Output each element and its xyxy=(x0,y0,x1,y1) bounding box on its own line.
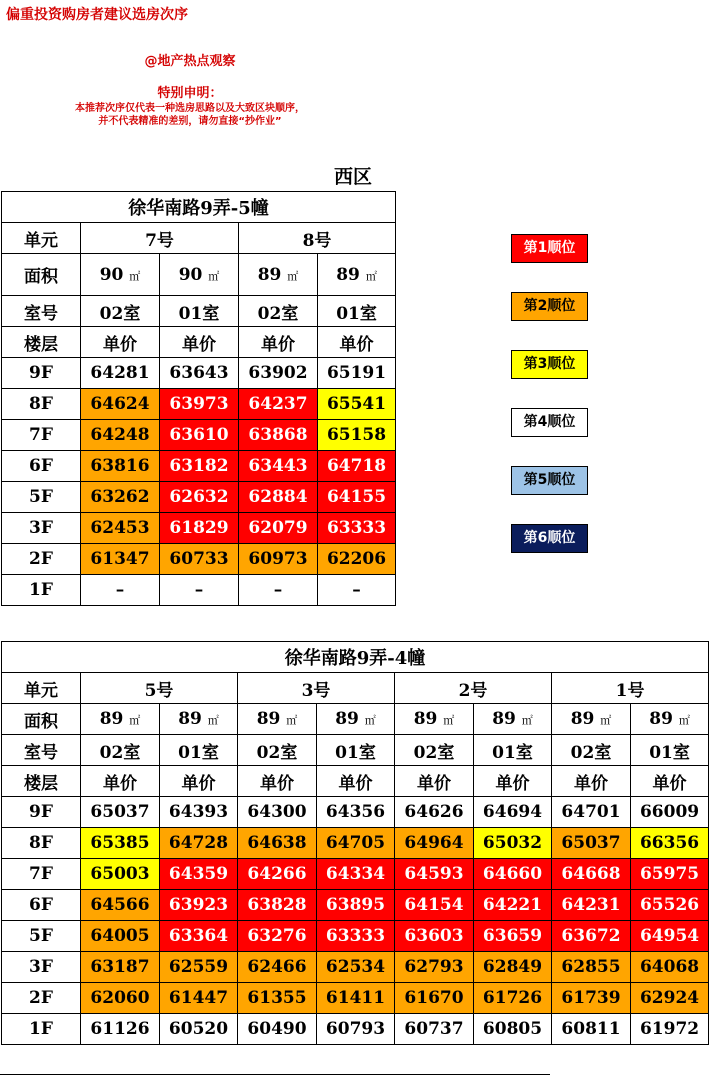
floor-cell: 5F xyxy=(2,921,81,952)
floor-cell: 9F xyxy=(2,358,81,389)
price-cell: – xyxy=(239,575,318,606)
disclaimer-line-1: 本推荐次序仅代表一种选房思路以及大致区块顺序， xyxy=(75,103,305,114)
price-cell: 64334 xyxy=(317,859,395,890)
area-value: 89 xyxy=(570,709,595,729)
price-cell: 65526 xyxy=(631,890,709,921)
price-cell: 60811 xyxy=(552,1014,631,1045)
area-value: 90 xyxy=(178,264,203,285)
floor-cell: 5F xyxy=(2,482,81,513)
price-cell: 64300 xyxy=(238,797,317,828)
unit-header: 2号 xyxy=(395,673,552,704)
area-value: 89 xyxy=(257,264,282,285)
floor-cell: 7F xyxy=(2,859,81,890)
price-cell: 64221 xyxy=(474,890,552,921)
price-cell: 64954 xyxy=(631,921,709,952)
price-cell: 61829 xyxy=(160,513,239,544)
table-title: 徐华南路9弄-4幢 xyxy=(2,642,709,673)
area-row xyxy=(2,254,396,296)
price-cell: 65158 xyxy=(318,420,396,451)
area-cell xyxy=(631,704,709,735)
legend-item-rank-6: 第6顺位 xyxy=(511,524,588,553)
area-unit: ㎡ xyxy=(286,714,298,727)
price-cell: 64155 xyxy=(318,482,396,513)
price-cell: 62206 xyxy=(318,544,396,575)
table-row xyxy=(2,420,396,451)
area-cell xyxy=(81,254,160,296)
price-cell: 64593 xyxy=(395,859,474,890)
area-unit: ㎡ xyxy=(521,714,533,727)
price-cell: 64005 xyxy=(81,921,160,952)
floor-cell: 9F xyxy=(2,797,81,828)
price-cell: 64154 xyxy=(395,890,474,921)
room-header: 01室 xyxy=(160,735,238,766)
area-unit: ㎡ xyxy=(678,714,690,727)
unit-row xyxy=(2,223,396,254)
area-cell xyxy=(318,254,396,296)
price-cell: 61739 xyxy=(552,983,631,1014)
price-cell: 62793 xyxy=(395,952,474,983)
price-label: 单价 xyxy=(81,327,160,358)
price-cell: 62884 xyxy=(239,482,318,513)
price-cell: 66009 xyxy=(631,797,709,828)
price-cell: 63333 xyxy=(317,921,395,952)
unit-label: 单元 xyxy=(2,673,81,704)
building-4-price-table xyxy=(1,641,709,1045)
area-row xyxy=(2,704,709,735)
price-label: 单价 xyxy=(238,766,317,797)
price-cell: 64359 xyxy=(160,859,238,890)
table-row xyxy=(2,1014,709,1045)
area-cell xyxy=(160,704,238,735)
price-cell: 62559 xyxy=(160,952,238,983)
price-cell: 64668 xyxy=(552,859,631,890)
price-cell: 64393 xyxy=(160,797,238,828)
area-value: 89 xyxy=(649,709,673,729)
area-unit: ㎡ xyxy=(443,714,455,727)
price-cell: 63443 xyxy=(239,451,318,482)
area-unit: ㎡ xyxy=(364,714,376,727)
price-cell: 60733 xyxy=(160,544,239,575)
price-cell: 62924 xyxy=(631,983,709,1014)
area-cell xyxy=(239,254,318,296)
table-row xyxy=(2,952,709,983)
table-row xyxy=(2,797,709,828)
price-cell: 64231 xyxy=(552,890,631,921)
floor-cell: 8F xyxy=(2,389,81,420)
price-cell: 62453 xyxy=(81,513,160,544)
area-unit: ㎡ xyxy=(287,269,299,283)
area-value: 90 xyxy=(99,264,124,285)
price-cell: 64266 xyxy=(238,859,317,890)
price-cell: 63672 xyxy=(552,921,631,952)
price-cell: 63868 xyxy=(239,420,318,451)
area-value: 89 xyxy=(492,709,516,729)
area-value: 89 xyxy=(178,709,202,729)
price-cell: 61126 xyxy=(81,1014,160,1045)
floor-cell: 2F xyxy=(2,544,81,575)
price-cell: 64566 xyxy=(81,890,160,921)
price-cell: 62534 xyxy=(317,952,395,983)
room-label: 室号 xyxy=(2,735,81,766)
price-cell: 63923 xyxy=(160,890,238,921)
price-cell: 63659 xyxy=(474,921,552,952)
unit-header: 3号 xyxy=(238,673,395,704)
price-cell: – xyxy=(318,575,396,606)
price-cell: 60973 xyxy=(239,544,318,575)
room-header: 01室 xyxy=(317,735,395,766)
price-cell: 64281 xyxy=(81,358,160,389)
table-row xyxy=(2,983,709,1014)
floor-price-header-row xyxy=(2,327,396,358)
price-cell: 64705 xyxy=(317,828,395,859)
zone-label: 西区 xyxy=(334,166,373,188)
price-cell: 64660 xyxy=(474,859,552,890)
table-row xyxy=(2,358,396,389)
price-cell: 63182 xyxy=(160,451,239,482)
price-cell: 63333 xyxy=(318,513,396,544)
page-title: 偏重投资购房者建议选房次序 xyxy=(6,7,188,23)
price-cell: 66356 xyxy=(631,828,709,859)
price-label: 单价 xyxy=(474,766,552,797)
room-header: 01室 xyxy=(318,296,396,327)
price-cell: 62079 xyxy=(239,513,318,544)
price-cell: 65037 xyxy=(552,828,631,859)
table-row xyxy=(2,513,396,544)
price-cell: 62466 xyxy=(238,952,317,983)
price-cell: 61347 xyxy=(81,544,160,575)
area-value: 89 xyxy=(335,709,359,729)
price-label: 单价 xyxy=(160,766,238,797)
price-cell: 63828 xyxy=(238,890,317,921)
legend-item-rank-2: 第2顺位 xyxy=(511,292,588,321)
price-cell: 64638 xyxy=(238,828,317,859)
legend-item-rank-1: 第1顺位 xyxy=(511,234,588,263)
disclaimer-note xyxy=(0,86,380,128)
floor-cell: 6F xyxy=(2,451,81,482)
price-cell: 64356 xyxy=(317,797,395,828)
room-header: 01室 xyxy=(474,735,552,766)
price-label: 单价 xyxy=(81,766,160,797)
price-cell: 63816 xyxy=(81,451,160,482)
price-label: 单价 xyxy=(239,327,318,358)
area-value: 89 xyxy=(99,709,124,729)
floor-label: 楼层 xyxy=(2,327,81,358)
price-cell: – xyxy=(81,575,160,606)
price-cell: 61411 xyxy=(317,983,395,1014)
price-cell: 65975 xyxy=(631,859,709,890)
author-watermark: @地产热点观察 xyxy=(144,54,236,69)
area-unit: ㎡ xyxy=(365,269,377,283)
disclaimer-heading: 特别申明： xyxy=(157,86,223,101)
price-label: 单价 xyxy=(631,766,709,797)
room-header: 02室 xyxy=(395,735,474,766)
price-cell: 62060 xyxy=(81,983,160,1014)
price-label: 单价 xyxy=(317,766,395,797)
area-cell xyxy=(238,704,317,735)
price-cell: 63262 xyxy=(81,482,160,513)
unit-row xyxy=(2,673,709,704)
unit-label: 单元 xyxy=(2,223,81,254)
table-title-row xyxy=(2,192,396,223)
price-label: 单价 xyxy=(395,766,474,797)
price-cell: 63895 xyxy=(317,890,395,921)
price-cell: 63643 xyxy=(160,358,239,389)
unit-header: 7号 xyxy=(81,223,239,254)
price-cell: 60520 xyxy=(160,1014,238,1045)
area-cell xyxy=(474,704,552,735)
area-value: 89 xyxy=(256,709,281,729)
price-cell: 64248 xyxy=(81,420,160,451)
price-cell: 64701 xyxy=(552,797,631,828)
price-label: 单价 xyxy=(160,327,239,358)
price-cell: 63902 xyxy=(239,358,318,389)
table-row xyxy=(2,828,709,859)
price-cell: 61355 xyxy=(238,983,317,1014)
price-cell: 63603 xyxy=(395,921,474,952)
floor-cell: 1F xyxy=(2,575,81,606)
floor-cell: 3F xyxy=(2,952,81,983)
area-cell xyxy=(552,704,631,735)
unit-header: 5号 xyxy=(81,673,238,704)
price-cell: 60737 xyxy=(395,1014,474,1045)
floor-price-header-row xyxy=(2,766,709,797)
legend-item-rank-4: 第4顺位 xyxy=(511,408,588,437)
area-unit: ㎡ xyxy=(129,269,141,283)
price-cell: – xyxy=(160,575,239,606)
floor-cell: 1F xyxy=(2,1014,81,1045)
table-row xyxy=(2,451,396,482)
price-cell: 65037 xyxy=(81,797,160,828)
price-cell: 65191 xyxy=(318,358,396,389)
price-cell: 60490 xyxy=(238,1014,317,1045)
table-row xyxy=(2,544,396,575)
price-cell: 64694 xyxy=(474,797,552,828)
floor-cell: 7F xyxy=(2,420,81,451)
price-label: 单价 xyxy=(318,327,396,358)
floor-cell: 6F xyxy=(2,890,81,921)
price-cell: 63364 xyxy=(160,921,238,952)
room-header: 02室 xyxy=(239,296,318,327)
price-cell: 62855 xyxy=(552,952,631,983)
price-cell: 65541 xyxy=(318,389,396,420)
price-cell: 61447 xyxy=(160,983,238,1014)
price-cell: 63973 xyxy=(160,389,239,420)
area-cell xyxy=(317,704,395,735)
area-unit: ㎡ xyxy=(600,714,612,727)
area-value: 89 xyxy=(336,264,360,285)
table-row xyxy=(2,389,396,420)
area-cell xyxy=(395,704,474,735)
price-cell: 62849 xyxy=(474,952,552,983)
table-title-row xyxy=(2,642,709,673)
table-row xyxy=(2,575,396,606)
price-cell: 63610 xyxy=(160,420,239,451)
price-cell: 64068 xyxy=(631,952,709,983)
price-cell: 64624 xyxy=(81,389,160,420)
price-cell: 65385 xyxy=(81,828,160,859)
area-label: 面积 xyxy=(2,254,81,296)
floor-cell: 3F xyxy=(2,513,81,544)
price-cell: 62632 xyxy=(160,482,239,513)
area-cell xyxy=(160,254,239,296)
price-cell: 60793 xyxy=(317,1014,395,1045)
room-header: 02室 xyxy=(552,735,631,766)
price-cell: 63276 xyxy=(238,921,317,952)
price-cell: 64237 xyxy=(239,389,318,420)
area-cell xyxy=(81,704,160,735)
price-label: 单价 xyxy=(552,766,631,797)
room-header: 02室 xyxy=(81,296,160,327)
price-cell: 64718 xyxy=(318,451,396,482)
floor-cell: 2F xyxy=(2,983,81,1014)
room-row xyxy=(2,735,709,766)
room-header: 02室 xyxy=(238,735,317,766)
area-unit: ㎡ xyxy=(207,714,219,727)
price-cell: 63187 xyxy=(81,952,160,983)
table-row xyxy=(2,482,396,513)
floor-cell: 8F xyxy=(2,828,81,859)
area-unit: ㎡ xyxy=(208,269,220,283)
table-title: 徐华南路9弄-5幢 xyxy=(2,192,396,223)
area-unit: ㎡ xyxy=(129,714,141,727)
area-label: 面积 xyxy=(2,704,81,735)
price-cell: 64626 xyxy=(395,797,474,828)
room-label: 室号 xyxy=(2,296,81,327)
unit-header: 1号 xyxy=(552,673,709,704)
price-cell: 61670 xyxy=(395,983,474,1014)
price-cell: 61726 xyxy=(474,983,552,1014)
price-cell: 61972 xyxy=(631,1014,709,1045)
price-cell: 64964 xyxy=(395,828,474,859)
room-header: 02室 xyxy=(81,735,160,766)
bottom-divider xyxy=(0,1074,550,1075)
table-row xyxy=(2,921,709,952)
unit-header: 8号 xyxy=(239,223,396,254)
legend-item-rank-5: 第5顺位 xyxy=(511,466,588,495)
table-row xyxy=(2,859,709,890)
room-header: 01室 xyxy=(160,296,239,327)
area-value: 89 xyxy=(413,709,438,729)
table-row xyxy=(2,890,709,921)
room-header: 01室 xyxy=(631,735,709,766)
price-cell: 65032 xyxy=(474,828,552,859)
room-row xyxy=(2,296,396,327)
price-cell: 60805 xyxy=(474,1014,552,1045)
disclaimer-line-2: 并不代表精准的差别，请勿直接“抄作业” xyxy=(98,116,282,127)
price-cell: 64728 xyxy=(160,828,238,859)
floor-label: 楼层 xyxy=(2,766,81,797)
legend-item-rank-3: 第3顺位 xyxy=(511,350,588,379)
price-cell: 65003 xyxy=(81,859,160,890)
building-5-price-table xyxy=(1,191,396,606)
